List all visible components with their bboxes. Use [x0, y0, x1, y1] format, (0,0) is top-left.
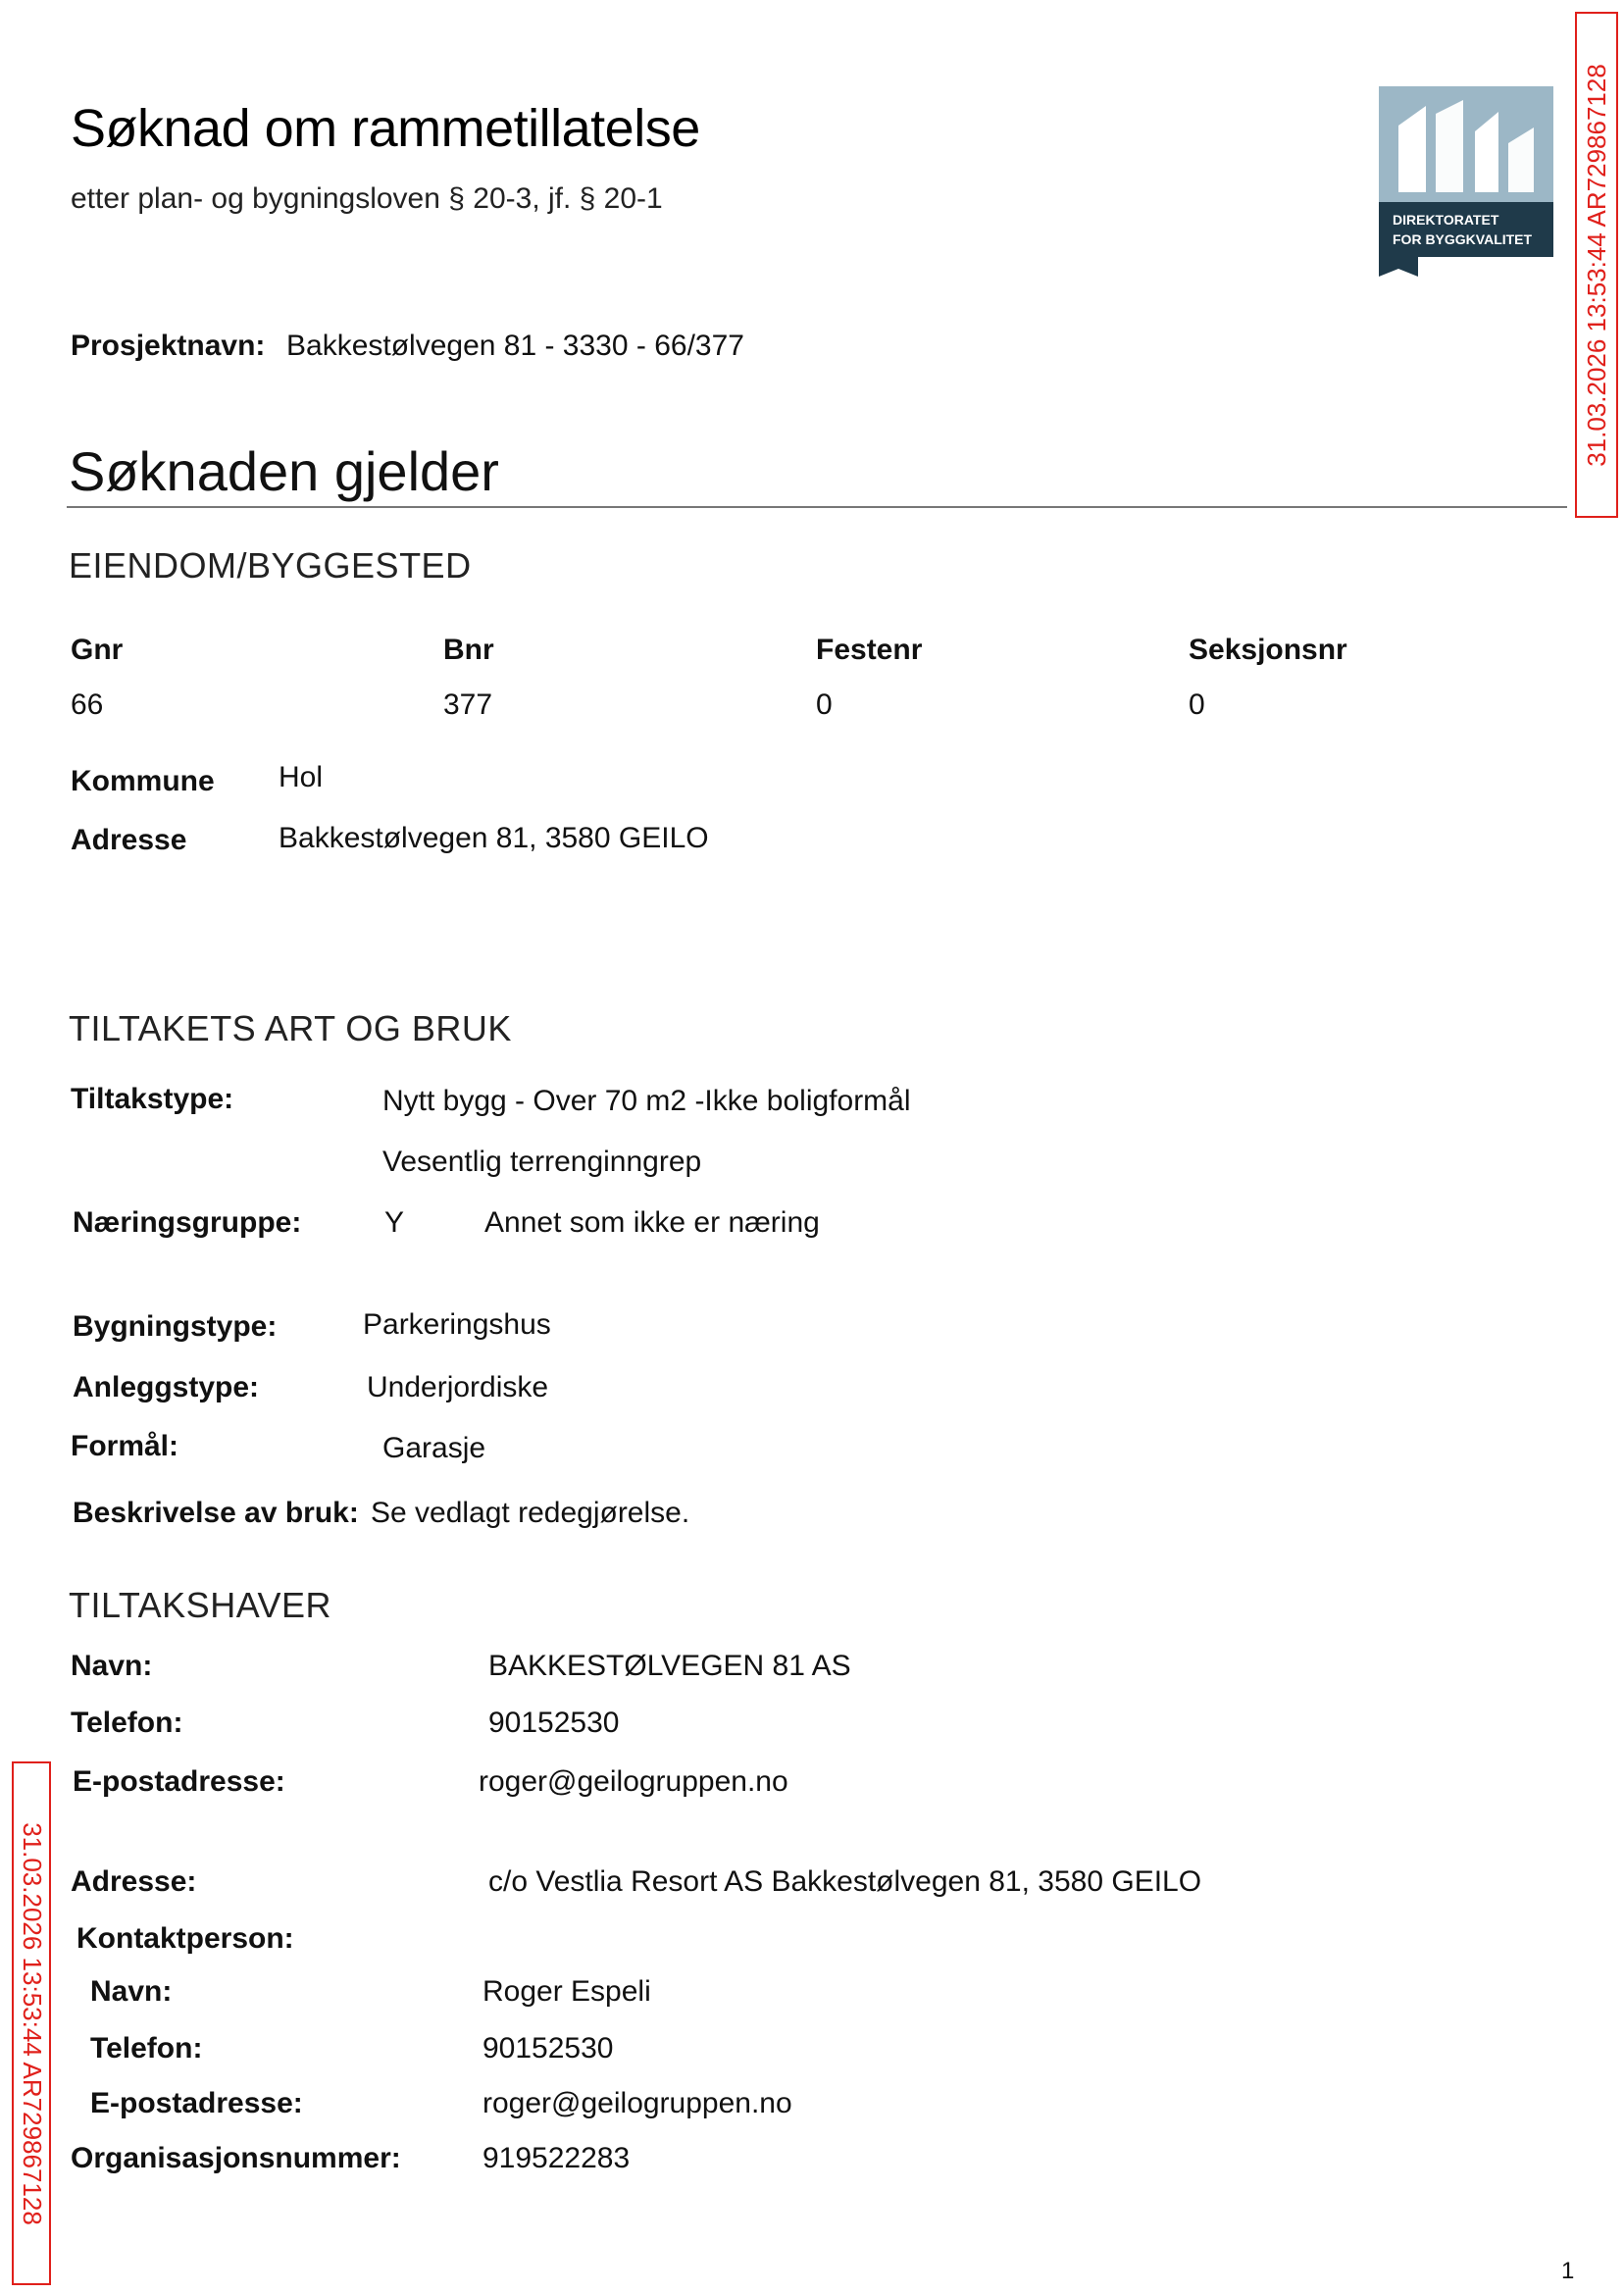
adresse-value: Bakkestølvegen 81, 3580 GEILO: [279, 822, 709, 854]
column-header-bnr: Bnr: [443, 634, 494, 666]
navn-value: BAKKESTØLVEGEN 81 AS: [488, 1650, 851, 1682]
page-subtitle: etter plan- og bygningsloven § 20-3, jf. § 20-1: [71, 182, 663, 215]
orgnr-label: Organisasjonsnummer:: [71, 2142, 401, 2174]
date-stamp-left: [12, 1761, 51, 2285]
navn-label: Navn:: [71, 1650, 153, 1682]
kontakt-epost-label: E-postadresse:: [90, 2087, 303, 2119]
adresse-value-tiltakshaver: c/o Vestlia Resort AS Bakkestølvegen 81, 3580 GEILO: [488, 1865, 1202, 1898]
logo-text-line2: FOR BYGGKVALITET: [1393, 231, 1533, 247]
kontaktperson-label: Kontaktperson:: [76, 1922, 294, 1955]
bygningstype-value: Parkeringshus: [363, 1308, 551, 1341]
epost-value: roger@geilogruppen.no: [479, 1765, 788, 1798]
section-divider: [67, 506, 1567, 508]
kontakt-navn-label: Navn:: [90, 1975, 173, 2008]
page-number: 1: [1561, 2258, 1575, 2284]
stamp-text: 31.03.2026 13:53:44 AR729867128: [1581, 63, 1611, 467]
tiltakshaver-heading: TILTAKSHAVER: [69, 1585, 332, 1625]
date-stamp-top: [1575, 12, 1618, 518]
logo-text-line1: DIREKTORATET: [1393, 212, 1499, 228]
value-bnr: 377: [443, 688, 493, 721]
project-label: Prosjektnavn:: [71, 330, 266, 362]
formal-value: Garasje: [382, 1432, 486, 1464]
dibk-logo: [1379, 86, 1553, 277]
adresse-label: Adresse: [71, 824, 187, 856]
kontakt-epost-value: roger@geilogruppen.no: [482, 2087, 792, 2119]
value-seksjonsnr: 0: [1189, 688, 1205, 721]
project-value: Bakkestølvegen 81 - 3330 - 66/377: [286, 330, 744, 362]
epost-label: E-postadresse:: [73, 1765, 285, 1798]
section-heading: Søknaden gjelder: [69, 440, 499, 502]
tiltakstype-value-1: Nytt bygg - Over 70 m2 -Ikke boligformål: [382, 1085, 911, 1117]
naeringsgruppe-value: Annet som ikke er næring: [484, 1206, 820, 1239]
anleggstype-value: Underjordiske: [367, 1371, 549, 1403]
column-header-seksjonsnr: Seksjonsnr: [1189, 634, 1347, 666]
anleggstype-label: Anleggstype:: [73, 1371, 260, 1403]
kontakt-navn-value: Roger Espeli: [482, 1975, 651, 2008]
value-festenr: 0: [816, 688, 833, 721]
column-header-festenr: Festenr: [816, 634, 923, 666]
naeringsgruppe-code: Y: [384, 1206, 405, 1239]
orgnr-value: 919522283: [482, 2142, 631, 2174]
adresse-label-tiltakshaver: Adresse:: [71, 1865, 197, 1898]
kontakt-telefon-value: 90152530: [482, 2032, 614, 2065]
tiltakstype-label: Tiltakstype:: [71, 1083, 234, 1115]
kommune-value: Hol: [279, 761, 324, 793]
beskrivelse-label: Beskrivelse av bruk:: [73, 1497, 359, 1529]
formal-label: Formål:: [71, 1430, 179, 1462]
kontakt-telefon-label: Telefon:: [90, 2032, 203, 2065]
beskrivelse-value: Se vedlagt redegjørelse.: [371, 1497, 690, 1529]
tiltakstype-value-2: Vesentlig terrenginngrep: [382, 1146, 702, 1178]
telefon-value: 90152530: [488, 1707, 620, 1739]
value-gnr: 66: [71, 688, 104, 721]
naeringsgruppe-label: Næringsgruppe:: [73, 1206, 302, 1239]
kommune-label: Kommune: [71, 765, 215, 797]
eiendom-heading: EIENDOM/BYGGESTED: [69, 545, 472, 586]
building-logo-icon: [1379, 86, 1553, 277]
tiltak-heading: TILTAKETS ART OG BRUK: [69, 1008, 512, 1048]
telefon-label: Telefon:: [71, 1707, 183, 1739]
bygningstype-label: Bygningstype:: [73, 1310, 278, 1343]
page-title: Søknad om rammetillatelse: [71, 99, 700, 158]
column-header-gnr: Gnr: [71, 634, 124, 666]
stamp-text: 31.03.2026 13:53:44 AR729867128: [17, 1821, 47, 2225]
